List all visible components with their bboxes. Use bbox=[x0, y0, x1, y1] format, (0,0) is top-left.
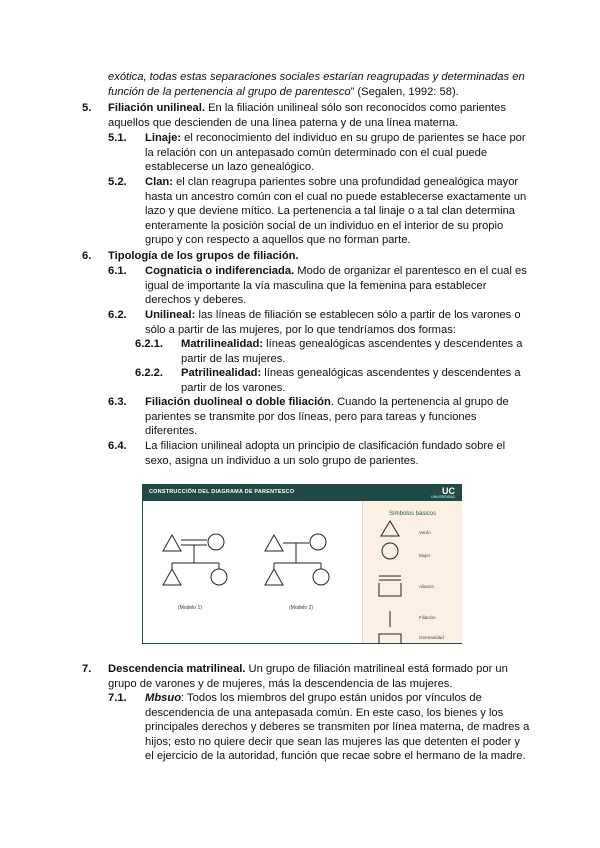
intro-line-1: exótica, todas estas separaciones sociales estarían reagrupadas y determinadas en bbox=[108, 71, 525, 83]
male-symbol bbox=[265, 535, 283, 551]
legend-label-female: Mujer bbox=[419, 553, 431, 558]
figure-title: CONSTRUCCIÓN DEL DIAGRAMA DE PARENTESCO bbox=[149, 489, 295, 495]
section-5-1-text: el reconocimiento del individuo en su grupo de parientes se hace por bbox=[181, 132, 526, 144]
section-6-1-text: Modo de organizar el parentesco en el cual es bbox=[294, 265, 527, 277]
legend-label-alliance: Alianza bbox=[419, 584, 434, 589]
section-5-1 bbox=[145, 131, 545, 175]
section-6-2-1-text: líneas genealógicas ascendentes y descendentes a bbox=[263, 338, 523, 350]
intro-citation: ” (Segalen, 1992: 58). bbox=[350, 85, 459, 98]
section-5-1-text-3: establecerse un lazo genealógico. bbox=[145, 161, 315, 174]
siblinghood-legend-symbol bbox=[379, 634, 401, 643]
male-symbol bbox=[163, 535, 181, 551]
university-logo-subtitle: UNIVERSIDAD bbox=[431, 495, 455, 499]
section-7-title: Descendencia matrilineal. bbox=[108, 663, 246, 675]
section-5-2-text-2: hasta un ancestro común con el cual no puede establecerse exactamente un bbox=[145, 190, 527, 203]
section-6-3-title: Filiación duolineal o doble filiación bbox=[145, 396, 331, 408]
legend-symbols-svg bbox=[363, 501, 462, 643]
section-6-2-2-text: líneas genealógicas ascendentes y descendentes a bbox=[261, 367, 521, 379]
kinship-models-svg bbox=[143, 501, 362, 643]
kinship-diagram-figure bbox=[142, 484, 462, 644]
figure-header bbox=[143, 485, 461, 501]
section-7-1-text-3: principales derechos y deberes se transmiten por línea materna, de madres a bbox=[145, 721, 530, 734]
university-logo: UC bbox=[442, 486, 455, 496]
section-7-1-text-5: el ejercicio de la autoridad, función que recae sobre el hermano de la madre. bbox=[145, 750, 526, 763]
model-1-caption: (Modelo 1) bbox=[178, 605, 202, 611]
female-symbol bbox=[208, 534, 224, 550]
section-7-text-2: grupo de varones y de mujeres, más la descendencia de las mujeres. bbox=[108, 677, 453, 690]
female-legend-symbol bbox=[382, 543, 398, 559]
legend-label-filiation: Filiación bbox=[419, 615, 436, 620]
section-5-2-text: el clan reagrupa parientes sobre una profundidad genealógica mayor bbox=[172, 176, 519, 188]
alliance-bracket bbox=[379, 583, 401, 596]
female-symbol bbox=[310, 534, 326, 550]
section-6-2-1 bbox=[181, 337, 541, 366]
section-6-1-title: Cognaticia o indiferenciada. bbox=[145, 265, 295, 277]
intro-italic: función de la pertenencia al grupo de parentesco bbox=[108, 85, 351, 98]
section-6-title: Tipología de los grupos de filiación. bbox=[108, 250, 299, 262]
section-5-text: En la filiación unilineal sólo son reconocidos como parientes bbox=[204, 102, 506, 114]
section-6-4 bbox=[145, 439, 545, 468]
section-6-2-2-title: Patrilinealidad: bbox=[181, 367, 262, 379]
section-5-title: Filiación unilineal. bbox=[108, 102, 205, 114]
section-6-2-title: Unilineal: bbox=[145, 309, 196, 321]
section-7-1-title: Mbsuo bbox=[145, 692, 182, 704]
male-symbol bbox=[163, 569, 181, 585]
section-6-number: 6. bbox=[82, 250, 92, 262]
section-6-2 bbox=[145, 308, 545, 337]
female-symbol bbox=[211, 569, 227, 585]
section-5-number: 5. bbox=[82, 102, 92, 114]
section-6-2-1-text-2: partir de las mujeres. bbox=[181, 352, 286, 365]
male-symbol bbox=[265, 569, 283, 585]
section-6-2-number: 6.2. bbox=[108, 309, 127, 321]
section-5-2-text-4: enteramente la posición social de un individuo en el interior de su propio bbox=[145, 219, 504, 232]
intro-quote bbox=[108, 70, 528, 99]
section-5-1-text-2: la relación con un antepasado común determinado con el cual puede bbox=[145, 146, 488, 159]
section-5-2-text-5: grupo y con respecto a aquellos que no forman parte. bbox=[145, 234, 411, 247]
section-5-2-text-3: lazo y que deviene mítico. La pertenencia a tal linaje o a tal clan determina bbox=[145, 205, 516, 218]
legend-label-siblinghood: Germanidad bbox=[419, 635, 444, 640]
section-7-1-number: 7.1. bbox=[108, 692, 127, 704]
section-6-1-text-3: derechos y deberes. bbox=[145, 294, 247, 307]
section-7-1 bbox=[145, 691, 555, 764]
section-7-text: Un grupo de filiación matrilineal está formado por un bbox=[245, 663, 508, 675]
section-6-2-2-number: 6.2.2. bbox=[135, 367, 163, 379]
section-6-2-1-title: Matrilinealidad: bbox=[181, 338, 264, 350]
section-6-2-1-number: 6.2.1. bbox=[135, 338, 163, 350]
section-7-number: 7. bbox=[82, 663, 92, 675]
section-6-3-text-2: parientes se transmite por dos líneas, pero para tareas y funciones bbox=[145, 410, 477, 423]
section-5 bbox=[108, 101, 538, 130]
section-5-2-number: 5.2. bbox=[108, 176, 127, 188]
section-6-3 bbox=[145, 395, 545, 439]
section-5-2 bbox=[145, 175, 545, 248]
section-7-1-text-2: descendencia de una antepasada común. En este caso, los bienes y los bbox=[145, 706, 504, 719]
model-2-caption: (Modelo 2) bbox=[289, 605, 313, 611]
section-6-1 bbox=[145, 264, 545, 308]
legend-title: Símbolos básicos bbox=[388, 511, 437, 517]
section-5-1-title: Linaje: bbox=[145, 132, 182, 144]
section-6-2-2 bbox=[181, 366, 541, 395]
section-7 bbox=[108, 662, 538, 691]
intro-line-2 bbox=[108, 85, 528, 100]
legend-panel bbox=[362, 501, 462, 643]
section-6-2-2-text-2: partir de los varones. bbox=[181, 381, 286, 394]
section-5-1-number: 5.1. bbox=[108, 132, 127, 144]
section-6-2-text-2: sólo a partir de las mujeres, por lo que tendríamos dos formas: bbox=[145, 323, 456, 336]
legend-label-male: Varón bbox=[419, 530, 431, 535]
section-6-3-text-3: diferentes. bbox=[145, 425, 198, 438]
section-6-1-number: 6.1. bbox=[108, 265, 127, 277]
section-6-2-text: las líneas de filiación se establecen sólo a partir de los varones o bbox=[195, 309, 521, 321]
section-6-1-text-2: igual de importante la vía masculina que la femenina para establecer bbox=[145, 279, 487, 292]
section-6-3-number: 6.3. bbox=[108, 396, 127, 408]
section-5-text-2: aquellos que descienden de una línea paterna y de una línea materna. bbox=[108, 116, 459, 129]
section-7-1-text-4: hijos; esto no quiere decir que sean las mujeres las que detenten el poder y bbox=[145, 735, 521, 748]
section-6-3-text: . Cuando la pertenencia al grupo de bbox=[330, 396, 509, 408]
section-6-4-text: La filiacion unilineal adopta un principio de clasificación fundado sobre el bbox=[145, 440, 506, 452]
male-legend-symbol bbox=[381, 521, 399, 536]
female-symbol bbox=[313, 569, 329, 585]
section-7-1-text: : Todos los miembros del grupo están unidos por vínculos de bbox=[181, 692, 482, 704]
section-5-2-title: Clan: bbox=[145, 176, 173, 188]
section-6-4-number: 6.4. bbox=[108, 440, 127, 452]
section-6-4-text-2: sexo, asigna un individuo a un solo grupo de parientes. bbox=[145, 454, 419, 467]
